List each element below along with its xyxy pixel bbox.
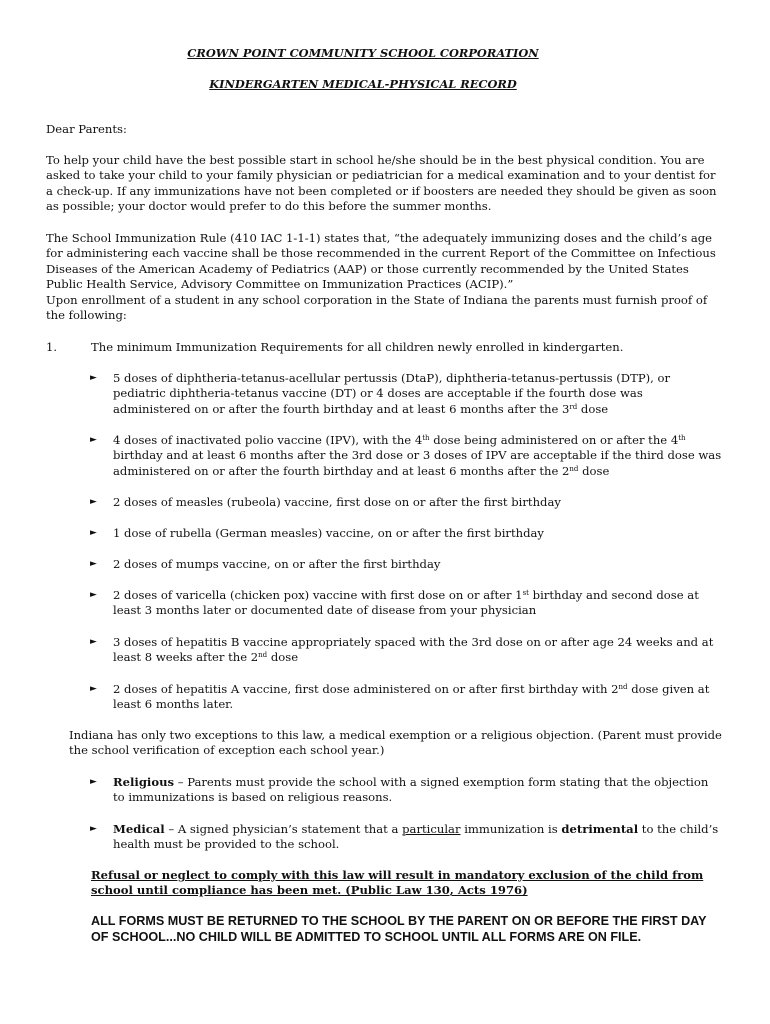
exception-text: Medical – A signed physician’s statement that a particular immunization is detrimental to the child’s health must be provided to the school. (113, 822, 719, 852)
requirement-text: 1 dose of rubella (German measles) vaccine, on or after the first birthday (113, 526, 544, 540)
requirement-rubella (90, 526, 722, 541)
requirement-hepatitis-a (90, 682, 722, 713)
arrowhead-right-icon: ► (90, 435, 97, 445)
requirement-varicella (90, 588, 722, 619)
arrowhead-right-icon: ► (90, 637, 97, 647)
requirements-title: The minimum Immunization Requirements for all children newly enrolled in kindergarten. (91, 340, 624, 354)
requirement-text: 2 doses of mumps vaccine, on or after the first birthday (113, 557, 441, 571)
requirement-text: 2 doses of hepatitis A vaccine, first dose administered on or after first birthday with 2nd dose given at least 6 months later. (113, 682, 710, 712)
exception-text: Religious – Parents must provide the school with a signed exemption form stating that the objection to immunizations is based on religious reasons. (113, 775, 709, 805)
arrowhead-right-icon: ► (90, 684, 97, 694)
requirement-hepatitis-b (90, 635, 722, 666)
exceptions-intro: Indiana has only two exceptions to this law, a medical exemption or a religious objection. (Parent must provide the school verification of exception each school year.) (69, 728, 722, 758)
immunization-rule-paragraph: The School Immunization Rule (410 IAC 1-1-1) states that, “the adequately immunizing doses and the child’s age for administering each vaccine shall be those recommended in the current Report of the Committee on Infectious Diseases of the American Academy of Pediatrics (AAP) or those currently recommended by the United States Public Health Service, Advisory Committee on Immunization Practices (ACIP).” (46, 231, 716, 292)
arrowhead-right-icon: ► (90, 373, 97, 383)
requirement-text: 3 doses of hepatitis B vaccine appropriately spaced with the 3rd dose on or after age 24 weeks and at least 8 weeks after the 2nd dose (113, 635, 714, 665)
arrowhead-right-icon: ► (90, 590, 97, 600)
enrollment-paragraph: Upon enrollment of a student in any school corporation in the State of Indiana the parents must furnish proof of the following: (46, 293, 708, 323)
arrowhead-right-icon: ► (90, 824, 97, 834)
requirement-mumps (90, 557, 722, 572)
salutation: Dear Parents: (46, 122, 127, 136)
organization-heading: CROWN POINT COMMUNITY SCHOOL CORPORATION (187, 46, 539, 60)
requirement-text: 2 doses of varicella (chicken pox) vaccine with first dose on or after 1st birthday and second dose at least 3 months later or documented date of disease from your physician (113, 588, 699, 618)
requirement-text: 2 doses of measles (rubeola) vaccine, first dose on or after the first birthday (113, 495, 561, 509)
compliance-warning: Refusal or neglect to comply with this law will result in mandatory exclusion of the child from school until compliance has been met. (Public Law 130, Acts 1976) (91, 868, 704, 898)
requirement-text: 4 doses of inactivated polio vaccine (IPV), with the 4th dose being administered on or after the 4th birthday and at least 6 months after the 3rd dose or 3 doses of IPV are acceptable if the third dose was administered on or after the fourth birthday and at least 6 months after the 2nd dose (113, 433, 722, 478)
arrowhead-right-icon: ► (90, 559, 97, 569)
requirement-dtap (90, 371, 722, 417)
final-notice: ALL FORMS MUST BE RETURNED TO THE SCHOOL BY THE PARENT ON OR BEFORE THE FIRST DAY OF SCHOOL...NO CHILD WILL BE ADMITTED TO SCHOOL UNTIL ALL FORMS ARE ON FILE. (91, 914, 707, 944)
requirement-measles (90, 495, 722, 510)
record-title: KINDERGARTEN MEDICAL-PHYSICAL RECORD (209, 77, 517, 91)
exception-medical (90, 822, 722, 853)
arrowhead-right-icon: ► (90, 528, 97, 538)
requirement-ipv (90, 433, 722, 479)
requirement-text: 5 doses of diphtheria-tetanus-acellular pertussis (DtaP), diphtheria-tetanus-pertussis (DTP), or pediatric diphtheria-tetanus vaccine (DT) or 4 doses are acceptable if the fourth dose was administered on or after the fourth birthday and at least 6 months after the 3rd dose (113, 371, 671, 416)
exception-religious (90, 775, 722, 806)
arrowhead-right-icon: ► (90, 497, 97, 507)
arrowhead-right-icon: ► (90, 777, 97, 787)
intro-paragraph: To help your child have the best possible start in school he/she should be in the best physical condition. You are asked to take your child to your family physician or pediatrician for a medical examination and to your dentist for a check-up. If any immunizations have not been completed or if boosters are needed they should be given as soon as possible; your doctor would prefer to do this before the summer months. (46, 153, 717, 214)
list-number: 1. (46, 340, 58, 354)
